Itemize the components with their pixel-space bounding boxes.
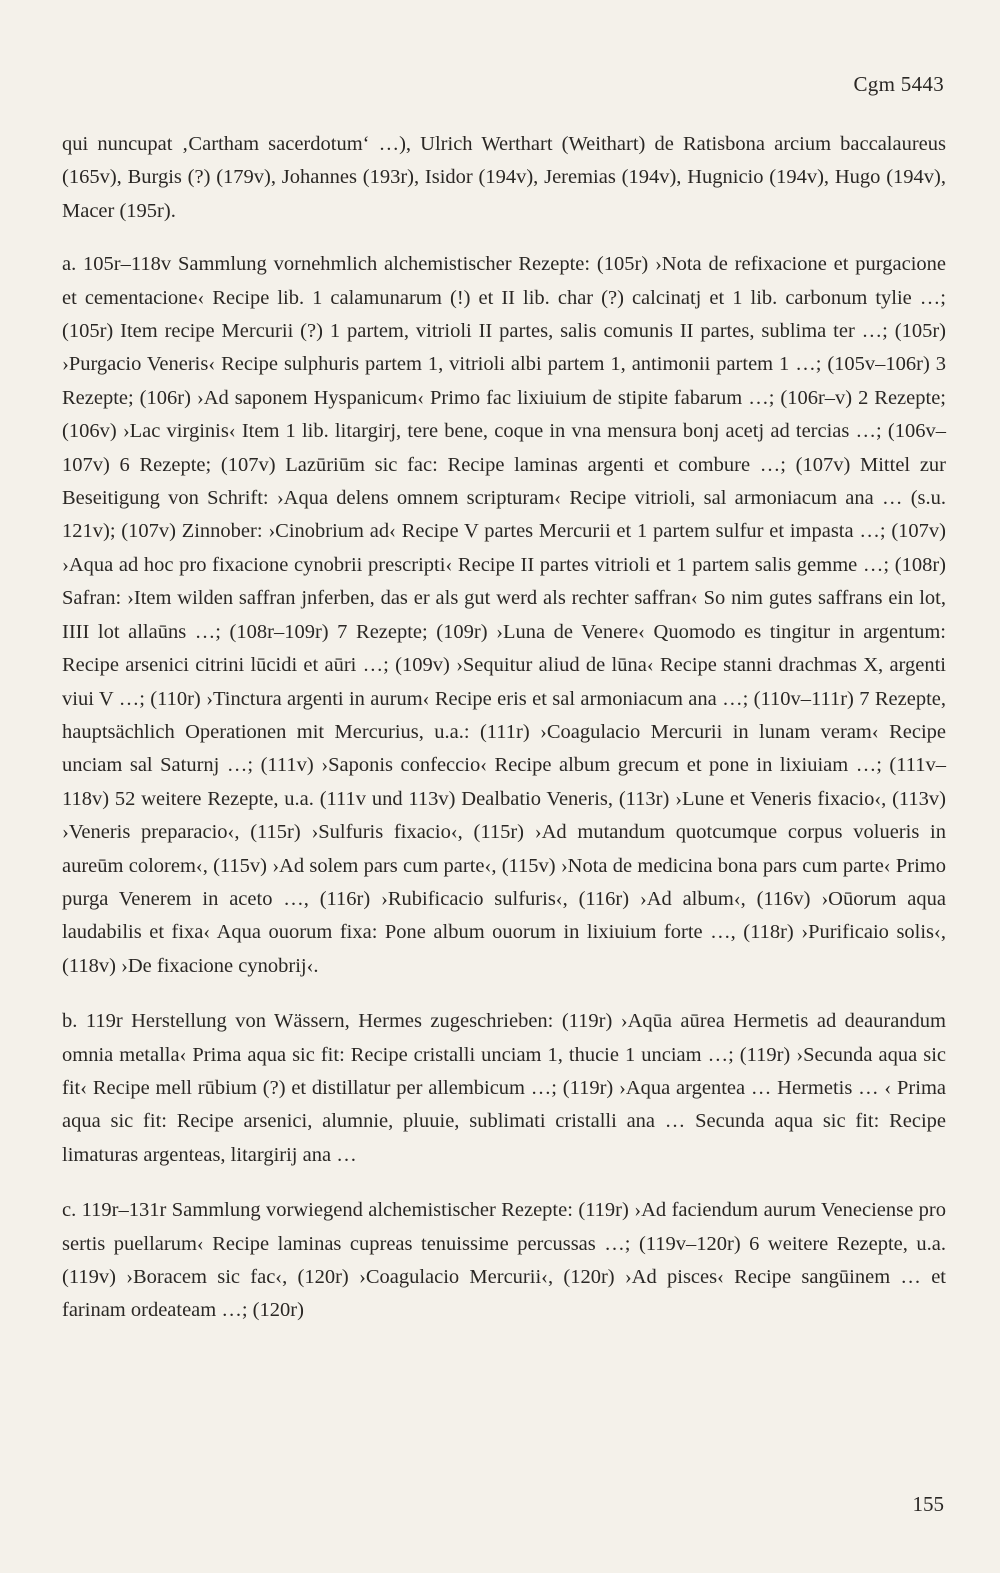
paragraph-b: b. 119r Herstellung von Wässern, Hermes zugeschrieben: (119r) ›Aqūa aūrea Hermetis ad deaurandum omnia metalla‹ Prima aqua sic fit: Recipe cristalli unciam 1, thucie 1 unciam …; (119r) ›Secunda aqua sic fit‹ Recipe mell rūbium (?) et distillatur per allembicum …; (119r) ›Aqua argentea … Hermetis … ‹ Prima aqua sic fit: Recipe arsenici, alumnie, pluuie, sublimati cristalli ana … Secunda aqua sic fit: Recipe limaturas argenteas, litargirij ana … <box>62 1010 946 1166</box>
running-header-shelfmark: Cgm 5443 <box>853 72 944 96</box>
paragraph-c: c. 119r–131r Sammlung vorwiegend alchemistischer Rezepte: (119r) ›Ad faciendum aurum Veneciense pro sertis puellarum‹ Recipe laminas cupreas tenuissime percussas …; (119v–120r) 6 weitere Rezepte, u.a. (119v) ›Boracem sic fac‹, (120r) ›Coagulacio Mercurii‹, (120r) ›Ad pisces‹ Recipe sangūinem … et farinam ordeateam …; (120r) <box>62 1199 946 1322</box>
page-number: 155 <box>912 1492 944 1516</box>
main-text <box>62 128 946 1350</box>
paragraph-a: a. 105r–118v Sammlung vornehmlich alchemistischer Rezepte: (105r) ›Nota de refixacione et purgacione et cementacione‹ Recipe lib. 1 calamunarum (!) et II lib. char (?) calcinatj et 1 lib. carbonum tylie …; (105r) Item recipe Mercurii (?) 1 partem, vitrioli II partes, salis comunis II partes, sublima ter …; (105r) ›Purgacio Veneris‹ Recipe sulphuris partem 1, vitrioli albi partem 1, antimonii partem 1 …; (105v–106r) 3 Rezepte; (106r) ›Ad saponem Hyspanicum‹ Primo fac lixiuium de stipite fabarum …; (106r–v) 2 Rezepte; (106v) ›Lac virginis‹ Item 1 lib. litargirj, tere bene, coque in vna mensura bonj acetj ad tercias …; (106v–107v) 6 Rezepte; (107v) Lazūriūm sic fac: Recipe laminas argenti et combure …; (107v) Mittel zur Beseitigung von Schrift: ›Aqua delens omnem scripturam‹ Recipe vitrioli, sal armoniacum ana … (s.u. 121v); (107v) Zinnober: ›Cinobrium ad‹ Recipe V partes Mercurii et 1 partem sulfur et impasta …; (107v) ›Aqua ad hoc pro fixacione cynobrii prescripti‹ Recipe II partes vitrioli et 1 partem salis gemme …; (108r) Safran: ›Item wilden saffran jnferben, das er als gut werd als rechter saffran‹ So nim gutes saffrans ein lot, IIII lot allaūns …; (108r–109r) 7 Rezepte; (109r) ›Luna de Venere‹ Quomodo es tingitur in argentum: Recipe arsenici citrini lūcidi et aūri …; (109v) ›Sequitur aliud de lūna‹ Recipe stanni drachmas X, argenti viui V …; (110r) ›Tinctura argenti in aurum‹ Recipe eris et sal armoniacum ana …; (110v–111r) 7 Rezepte, hauptsächlich Operationen mit Mercurius, u.a.: (111r) ›Coagulacio Mercurii in lunam veram‹ Recipe unciam sal Saturnj …; (111v) ›Saponis confeccio‹ Recipe album grecum et pone in lixiuiam …; (111v–118v) 52 weitere Rezepte, u.a. (111v und 113v) Dealbatio Veneris, (113r) ›Lune et Veneris fixacio‹, (113v) ›Veneris preparacio‹, (115r) ›Sulfuris fixacio‹, (115r) ›Ad mutandum quotcumque corpus volueris in aureūm colorem‹, (115v) ›Ad solem pars cum parte‹, (115v) ›Nota de medicina bona pars cum parte‹ Primo purga Venerem in aceto …, (116r) ›Rubificacio sulfuris‹, (116r) ›Ad album‹, (116v) ›Oūorum aqua laudabilis et fixa‹ Aqua ouorum fixa: Pone album ouorum in lixiuium forte …, (118r) ›Purificaio solis‹, (118v) ›De fixacione cynobrij‹. <box>62 253 946 977</box>
paragraph-intro: qui nuncupat ‚Cartham sacerdotum‘ …), Ulrich Werthart (Weithart) de Ratisbona arcium baccalaureus (165v), Burgis (?) (179v), Johannes (193r), Isidor (194v), Jeremias (194v), Hugnicio (194v), Hugo (194v), Macer (195r). <box>62 133 946 222</box>
